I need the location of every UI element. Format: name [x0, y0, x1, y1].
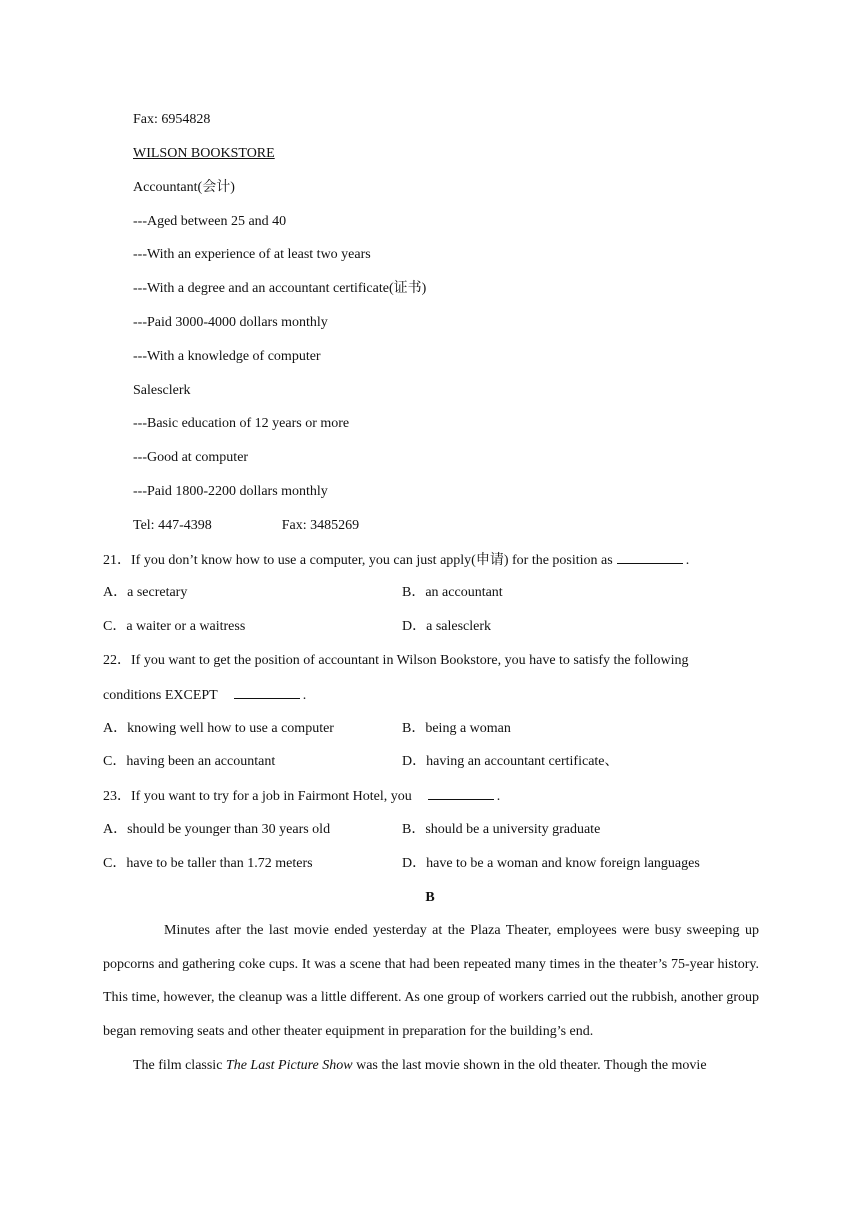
question-22-option-d: D．having an accountant certificate、: [402, 754, 619, 769]
accountant-req-experience: ---With an experience of at least two years: [133, 247, 371, 262]
accountant-req-computer: ---With a knowledge of computer: [133, 349, 321, 364]
accountant-req-pay: ---Paid 3000-4000 dollars monthly: [133, 315, 328, 330]
question-22-option-c: C．having been an accountant: [103, 754, 276, 769]
wilson-fax: Fax: 3485269: [281, 518, 360, 533]
wilson-heading: WILSON BOOKSTORE: [133, 146, 275, 161]
fairmont-fax: Fax: 6954828: [133, 112, 211, 127]
question-23-option-b: B．should be a university graduate: [402, 822, 601, 837]
question-21-option-a: A．a secretary: [103, 585, 188, 600]
question-22-stem-cont: conditions EXCEPT .: [103, 688, 307, 703]
passage-paragraph-2: The film classic The Last Picture Show was the last movie shown in the old theater. Though the movie: [133, 1057, 707, 1073]
question-22-option-b: B．being a woman: [402, 721, 511, 736]
wilson-tel: Tel: 447-4398: [133, 518, 212, 533]
section-b-label: B: [425, 890, 435, 905]
answer-blank: [428, 787, 494, 800]
question-21-option-d: D．a salesclerk: [402, 619, 492, 634]
section-b-passage: [103, 914, 759, 1083]
answer-blank: [234, 686, 300, 699]
salesclerk-req-pay: ---Paid 1800-2200 dollars monthly: [133, 484, 328, 499]
question-22-stem: 22．If you want to get the position of accountant in Wilson Bookstore, you have to satisfy the following: [103, 653, 689, 668]
question-23-option-a: A．should be younger than 30 years old: [103, 822, 331, 837]
question-23-option-d: D．have to be a woman and know foreign languages: [402, 856, 700, 871]
salesclerk-req-computer: ---Good at computer: [133, 450, 249, 465]
question-23-option-c: C．have to be taller than 1.72 meters: [103, 856, 313, 871]
question-22-option-a: A．knowing well how to use a computer: [103, 721, 334, 736]
question-21-option-b: B．an accountant: [402, 585, 503, 600]
passage-paragraph-1: Minutes after the last movie ended yesterday at the Plaza Theater, employees were busy sweeping up popcorns and gathering coke cups. It was a scene that had been repeated many times in the theater’s 75-year history. This time, however, the cleanup was a little different. As one group of workers carried out the rubbish, another group began removing seats and other theater equipment in preparation for the building’s end.: [103, 923, 759, 1040]
question-21-option-c: C．a waiter or a waitress: [103, 619, 246, 634]
movie-title: The Last Picture Show: [225, 1057, 353, 1073]
wilson-contact: [133, 517, 359, 535]
answer-blank: [617, 551, 683, 564]
question-21-stem: 21．If you don’t know how to use a computer, you can just apply(申请) for the position as .: [103, 553, 690, 568]
salesclerk-req-education: ---Basic education of 12 years or more: [133, 416, 350, 431]
accountant-title: Accountant(会计): [133, 180, 235, 195]
accountant-req-degree: ---With a degree and an accountant certificate(证书): [133, 281, 427, 296]
salesclerk-title: Salesclerk: [133, 383, 191, 398]
question-23-stem: 23．If you want to try for a job in Fairmont Hotel, you .: [103, 789, 501, 804]
accountant-req-age: ---Aged between 25 and 40: [133, 214, 287, 229]
